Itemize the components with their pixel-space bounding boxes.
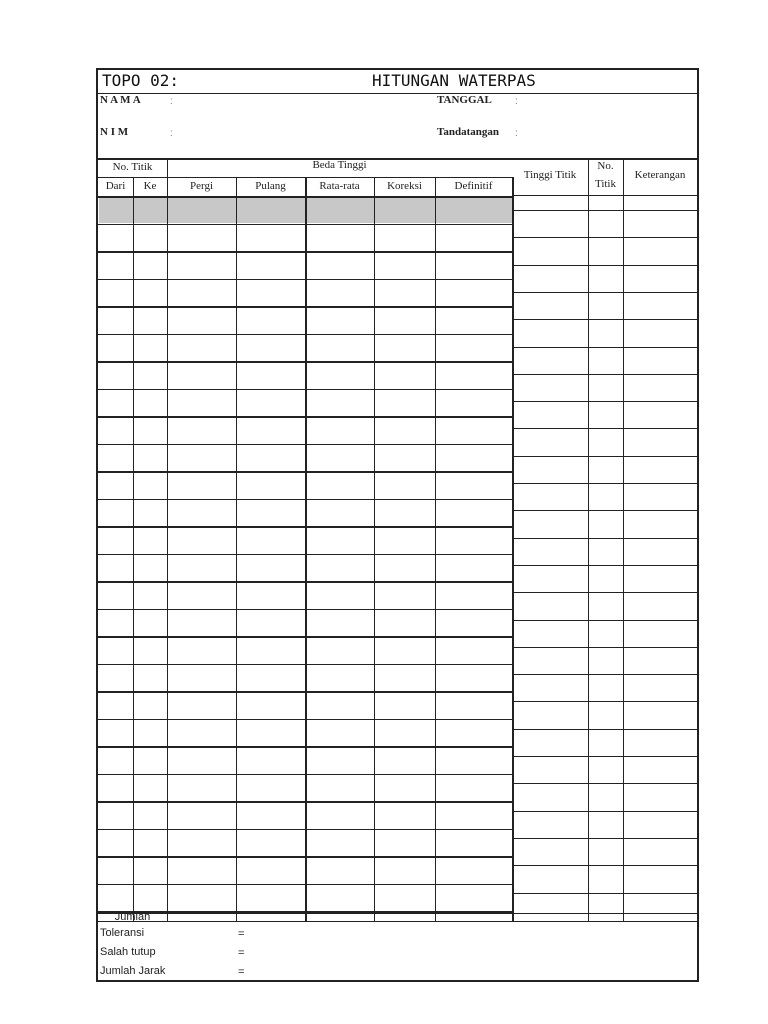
right-row-line xyxy=(512,783,697,784)
right-header-bottom xyxy=(512,195,697,196)
nama-colon: : xyxy=(170,96,173,107)
right-row-line xyxy=(512,729,697,730)
nim-colon: : xyxy=(170,128,173,139)
form-title: HITUNGAN WATERPAS xyxy=(372,71,536,90)
column-header-pergi: Pergi xyxy=(189,180,214,192)
left-column-line xyxy=(305,177,307,921)
tandatangan-colon: : xyxy=(515,128,518,139)
right-row-line xyxy=(512,592,697,593)
right-column-line xyxy=(588,158,589,921)
header-keterangan: Keterangan xyxy=(634,169,686,181)
jumlah-bottom-line xyxy=(98,921,697,922)
left-column-line xyxy=(435,177,436,921)
jumlah-jarak-equals: = xyxy=(238,966,245,978)
toleransi-equals: = xyxy=(238,928,245,940)
header-no-right-1: No. xyxy=(597,160,614,172)
column-header-pulang: Pulang xyxy=(255,180,286,192)
form-code: TOPO 02: xyxy=(102,71,180,90)
salah-tutup-equals: = xyxy=(238,947,245,959)
right-row-line xyxy=(512,483,697,484)
right-row-line xyxy=(512,674,697,675)
jumlah-top-line xyxy=(98,913,697,914)
right-row-line xyxy=(512,401,697,402)
right-row-line xyxy=(512,265,697,266)
column-header-ke: Ke xyxy=(143,180,157,192)
right-row-line xyxy=(512,374,697,375)
column-header-rata-rata: Rata-rata xyxy=(319,180,360,192)
salah-tutup-label: Salah tutup xyxy=(100,946,156,958)
column-header-koreksi: Koreksi xyxy=(387,180,422,192)
right-row-line xyxy=(512,565,697,566)
right-row-line xyxy=(512,510,697,511)
title-divider xyxy=(98,93,697,94)
left-column-line xyxy=(512,177,514,921)
left-column-line xyxy=(167,158,168,921)
left-column-line xyxy=(133,177,134,921)
header-tinggi-titik: Tinggi Titik xyxy=(523,169,577,181)
left-column-line xyxy=(374,177,375,921)
right-row-line xyxy=(512,538,697,539)
right-row-line xyxy=(512,647,697,648)
toleransi-label: Toleransi xyxy=(100,927,145,939)
header-beda-tinggi: Beda Tinggi xyxy=(312,159,367,171)
right-row-line xyxy=(512,319,697,320)
right-row-line xyxy=(512,456,697,457)
column-header-definitif: Definitif xyxy=(454,180,493,192)
right-row-line xyxy=(512,838,697,839)
right-row-line xyxy=(512,210,697,211)
column-header-dari: Dari xyxy=(105,180,126,192)
tanggal-colon: : xyxy=(515,96,518,107)
waterpas-form xyxy=(96,68,699,982)
jumlah-jarak-label: Jumlah Jarak xyxy=(100,965,166,977)
right-row-line xyxy=(512,428,697,429)
right-row-line xyxy=(512,620,697,621)
nama-label: N A M A xyxy=(100,94,141,106)
right-column-line xyxy=(623,158,624,921)
right-row-line xyxy=(512,756,697,757)
right-row-line xyxy=(512,292,697,293)
jumlah-label: Jumlah xyxy=(114,911,151,923)
right-row-line xyxy=(512,811,697,812)
right-row-line xyxy=(512,865,697,866)
right-row-line xyxy=(512,347,697,348)
right-row-line xyxy=(512,701,697,702)
nim-label: N I M xyxy=(100,126,129,138)
tanggal-label: TANGGAL xyxy=(437,94,492,106)
right-row-line xyxy=(512,237,697,238)
header-titik-right-2: Titik xyxy=(594,178,616,190)
left-column-line xyxy=(236,177,237,921)
tandatangan-label: Tandatangan xyxy=(437,126,499,138)
header-no-titik: No. Titik xyxy=(112,161,153,173)
right-row-line xyxy=(512,893,697,894)
